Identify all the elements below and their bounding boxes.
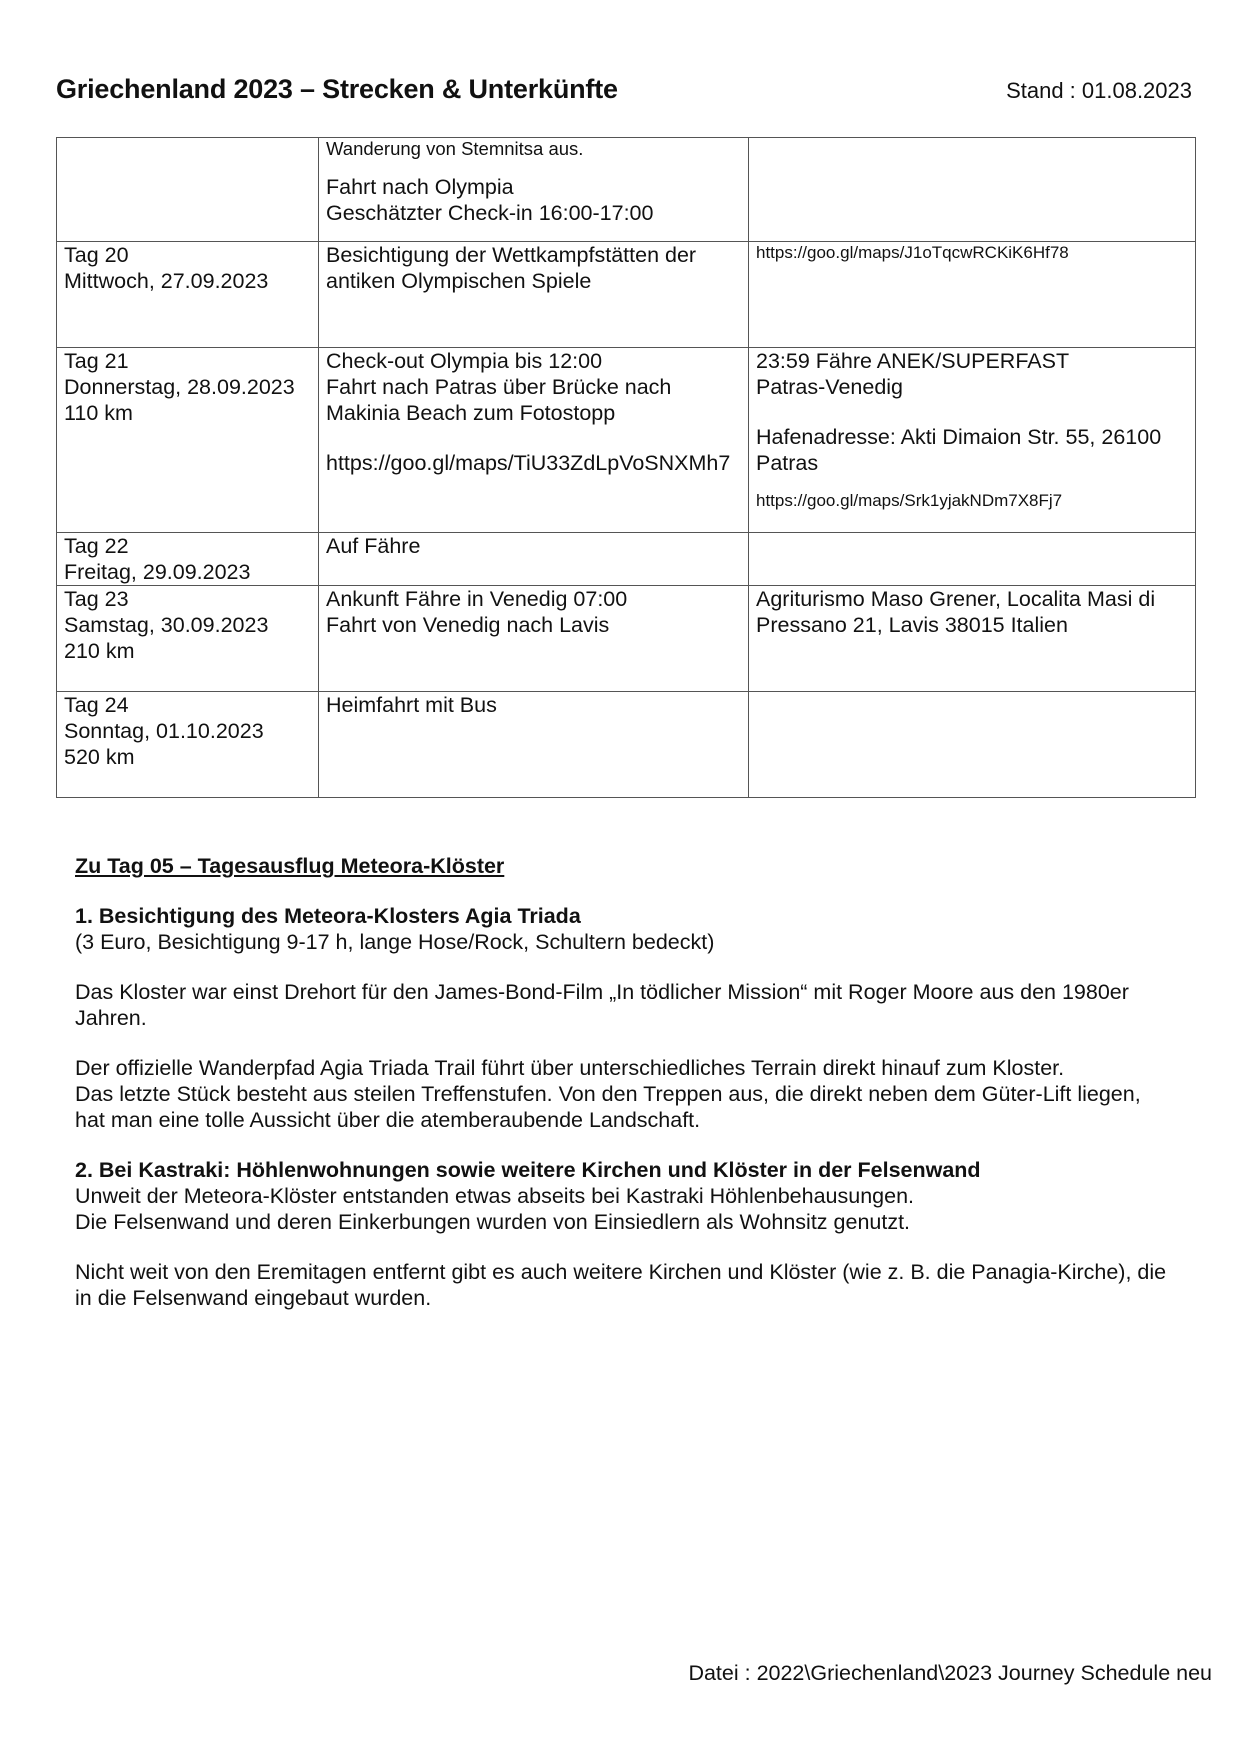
route-line: Check-out Olympia bis 12:00 bbox=[326, 349, 603, 373]
day-distance: 110 km bbox=[64, 401, 133, 425]
accommodation-cell bbox=[749, 586, 1196, 692]
day-cell bbox=[57, 586, 319, 692]
part2-paragraph: Die Felsenwand und deren Einkerbungen wurden von Einsiedlern als Wohnsitz genutzt. bbox=[75, 1210, 911, 1234]
accommodation-address: Agriturismo Maso Grener, Localita Masi di Pressano 21, Lavis 38015 Italien bbox=[756, 587, 1156, 637]
section-heading: Zu Tag 05 – Tagesausflug Meteora-Klöster bbox=[75, 854, 505, 878]
day-distance: 520 km bbox=[64, 745, 135, 769]
part1-paragraph: Der offizielle Wanderpfad Agia Triada Trail führt über unterschiedliches Terrain direkt hinauf zum Kloster. bbox=[75, 1056, 1065, 1080]
route-cell bbox=[319, 138, 749, 242]
part2-paragraph: Nicht weit von den Eremitagen entfernt gibt es auch weitere Kirchen und Klöster (wie z. B. die Panagia-Kirche), die in die Felsenwand eingebaut wurden. bbox=[75, 1260, 1167, 1310]
route-cell bbox=[319, 533, 749, 586]
route-line: Fahrt von Venedig nach Lavis bbox=[326, 613, 610, 637]
route-cell bbox=[319, 348, 749, 533]
part2-title: 2. Bei Kastraki: Höhlenwohnungen sowie weitere Kirchen und Klöster in der Felsenwand bbox=[75, 1158, 981, 1182]
day-label: Tag 20 bbox=[64, 243, 129, 267]
day-date: Donnerstag, 28.09.2023 bbox=[64, 375, 295, 399]
day-cell bbox=[57, 533, 319, 586]
part1-paragraph: Das Kloster war einst Drehort für den James-Bond-Film „In tödlicher Mission“ mit Roger Moore aus den 1980er Jahren. bbox=[75, 980, 1129, 1030]
accommodation-cell bbox=[749, 692, 1196, 798]
stand-date: Stand : 01.08.2023 bbox=[1006, 78, 1192, 103]
maps-link[interactable]: https://goo.gl/maps/TiU33ZdLpVoSNXMh7 bbox=[326, 451, 731, 475]
route-cell bbox=[319, 242, 749, 348]
route-line: Fahrt nach Olympia bbox=[326, 175, 514, 199]
route-line: Wanderung von Stemnitsa aus. bbox=[326, 138, 584, 159]
day-date: Samstag, 30.09.2023 bbox=[64, 613, 269, 637]
day-cell bbox=[57, 348, 319, 533]
port-address: Hafenadresse: Akti Dimaion Str. 55, 26100 Patras bbox=[756, 425, 1162, 475]
ferry-route: Patras-Venedig bbox=[756, 375, 904, 399]
page-title: Griechenland 2023 – Strecken & Unterkünfte bbox=[56, 74, 618, 104]
part1-info: (3 Euro, Besichtigung 9-17 h, lange Hose/Rock, Schultern bedeckt) bbox=[75, 930, 715, 954]
route-line: Fahrt nach Patras über Brücke nach Makinia Beach zum Fotostopp bbox=[326, 375, 672, 425]
part1-paragraph: Das letzte Stück besteht aus steilen Treffenstufen. Von den Treppen aus, die direkt neben dem Güter-Lift liegen, hat man eine tolle Aussicht über die atemberaubende Landschaft. bbox=[75, 1082, 1141, 1132]
table-row bbox=[57, 138, 1196, 242]
day-cell bbox=[57, 692, 319, 798]
accommodation-cell bbox=[749, 138, 1196, 242]
maps-link[interactable]: https://goo.gl/maps/J1oTqcwRCKiK6Hf78 bbox=[756, 243, 1069, 262]
ferry-line: 23:59 Fähre ANEK/SUPERFAST bbox=[756, 349, 1070, 373]
route-line: Auf Fähre bbox=[326, 534, 421, 558]
route-line: Heimfahrt mit Bus bbox=[326, 693, 497, 717]
day-label: Tag 22 bbox=[64, 534, 129, 558]
day-label: Tag 21 bbox=[64, 349, 129, 373]
schedule-table bbox=[56, 137, 1196, 798]
table-row bbox=[57, 242, 1196, 348]
table-row bbox=[57, 692, 1196, 798]
route-line: Geschätzter Check-in 16:00-17:00 bbox=[326, 201, 654, 225]
day-label: Tag 24 bbox=[64, 693, 129, 717]
accommodation-cell bbox=[749, 242, 1196, 348]
day-date: Mittwoch, 27.09.2023 bbox=[64, 269, 269, 293]
accommodation-cell bbox=[749, 533, 1196, 586]
route-line: Ankunft Fähre in Venedig 07:00 bbox=[326, 587, 628, 611]
part2-paragraph: Unweit der Meteora-Klöster entstanden etwas abseits bei Kastraki Höhlenbehausungen. bbox=[75, 1184, 914, 1208]
day-label: Tag 23 bbox=[64, 587, 129, 611]
day-date: Sonntag, 01.10.2023 bbox=[64, 719, 264, 743]
day-cell bbox=[57, 242, 319, 348]
maps-link[interactable]: https://goo.gl/maps/Srk1yjakNDm7X8Fj7 bbox=[756, 491, 1063, 510]
day-date: Freitag, 29.09.2023 bbox=[64, 560, 251, 584]
file-path-footer: Datei : 2022\Griechenland\2023 Journey Schedule neu bbox=[688, 1661, 1212, 1685]
accommodation-cell bbox=[749, 348, 1196, 533]
table-row bbox=[57, 533, 1196, 586]
day-distance: 210 km bbox=[64, 639, 135, 663]
table-row bbox=[57, 586, 1196, 692]
route-line: Besichtigung der Wettkampfstätten der antiken Olympischen Spiele bbox=[326, 243, 697, 293]
day05-section bbox=[75, 853, 1175, 1311]
day-cell bbox=[57, 138, 319, 242]
part1-title: 1. Besichtigung des Meteora-Klosters Agia Triada bbox=[75, 904, 581, 928]
route-cell bbox=[319, 586, 749, 692]
table-row bbox=[57, 348, 1196, 533]
route-cell bbox=[319, 692, 749, 798]
